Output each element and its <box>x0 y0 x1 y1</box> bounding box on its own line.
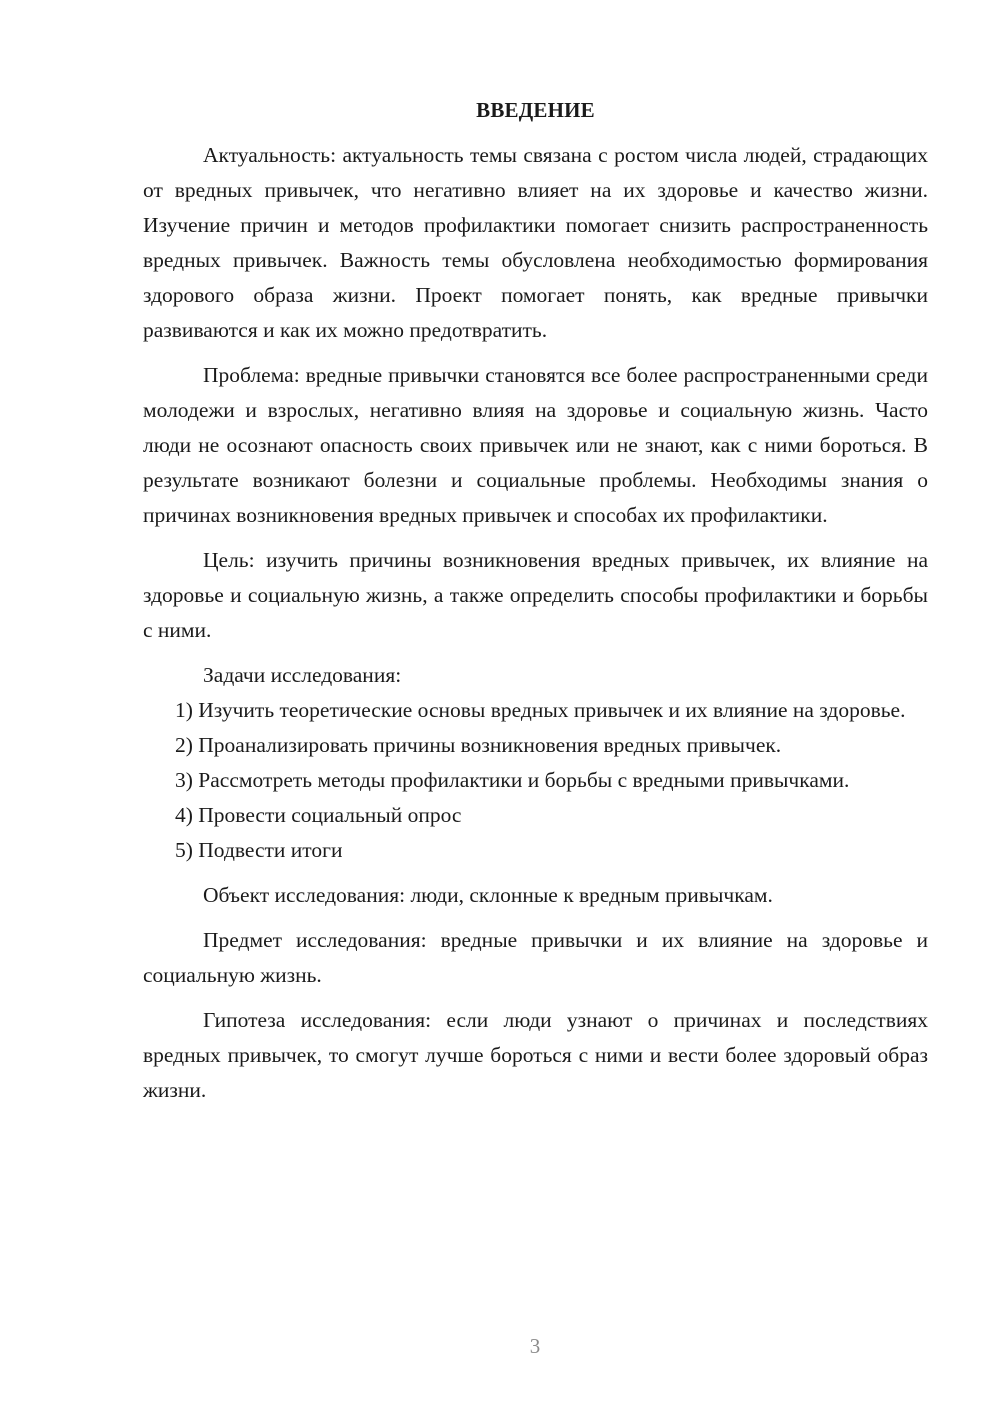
task-item-2: 2) Проанализировать причины возникновения вредных привычек. <box>175 733 782 757</box>
hypothesis-paragraph: Гипотеза исследования: если люди узнают о причинах и последствиях вредных привычек, то смогут лучше бороться с ними и вести более здоровый образ жизни. <box>143 1008 928 1102</box>
tasks-heading: Задачи исследования: <box>203 663 402 687</box>
subject-paragraph: Предмет исследования: вредные привычки и их влияние на здоровье и социальную жизнь. <box>143 928 928 987</box>
relevance-paragraph: Актуальность: актуальность темы связана с ростом числа людей, страдающих от вредных привычек, что негативно влияет на их здоровье и качество жизни. Изучение причин и методов профилактики помогает снизить распространенность вредных привычек. Важность темы обусловлена необходимостью формирования здорового образа жизни. Проект помогает понять, как вредные привычки развиваются и как их можно предотвратить. <box>143 143 928 342</box>
page-number: 3 <box>529 1334 541 1358</box>
problem-paragraph: Проблема: вредные привычки становятся все более распространенными среди молодежи и взрослых, негативно влияя на здоровье и социальную жизнь. Часто люди не осознают опасность своих привычек или не знают, как с ними бороться. В результате возникают болезни и социальные проблемы. Необходимы знания о причинах возникновения вредных привычек и способах их профилактики. <box>143 363 928 527</box>
task-item-1: 1) Изучить теоретические основы вредных привычек и их влияние на здоровье. <box>175 698 906 722</box>
task-item-4: 4) Провести социальный опрос <box>175 803 462 827</box>
tasks-list <box>143 693 928 868</box>
task-item-5: 5) Подвести итоги <box>175 838 343 862</box>
object-paragraph: Объект исследования: люди, склонные к вредным привычкам. <box>203 883 773 907</box>
page-content <box>143 93 928 1108</box>
task-item-3: 3) Рассмотреть методы профилактики и борьбы с вредными привычками. <box>175 768 850 792</box>
section-title: ВВЕДЕНИЕ <box>476 98 595 122</box>
goal-paragraph: Цель: изучить причины возникновения вредных привычек, их влияние на здоровье и социальную жизнь, а также определить способы профилактики и борьбы с ними. <box>143 548 928 642</box>
